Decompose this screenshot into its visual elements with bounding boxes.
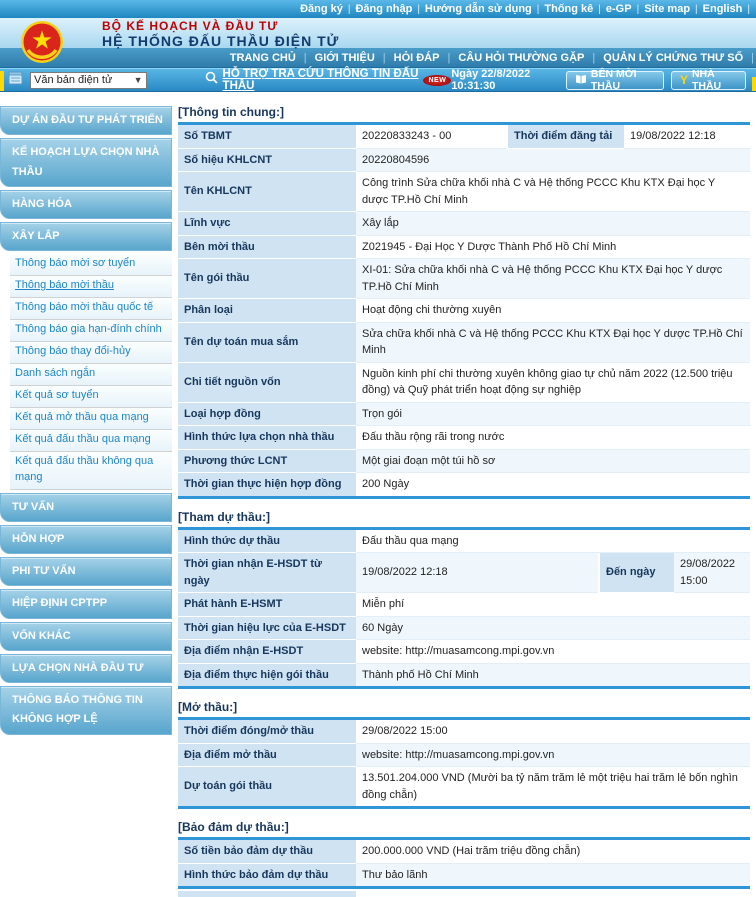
field-value: 13.501.204.000 VND (Mười ba tỷ năm trăm lẻ một triệu hai trăm lẻ bốn nghìn đồng chẵn) [356, 767, 750, 806]
field-value: Một giai đoạn một túi hồ sơ [356, 450, 750, 474]
table-row [178, 767, 750, 806]
search-support-link[interactable]: HỖ TRỢ TRA CỨU THÔNG TIN ĐẤU THẦU [222, 68, 419, 92]
field-value: 29/08/2022 15:00 [674, 553, 750, 593]
table-row [178, 125, 750, 149]
field-label: Phương thức LCNT [178, 450, 356, 474]
sidebar-item[interactable]: Thông báo thay đổi-hủy [10, 342, 172, 364]
topbar-links [295, 3, 750, 15]
topbar-link[interactable]: English [702, 3, 743, 15]
field-value: Miễn phí [356, 593, 750, 617]
field-value: Z021945 - Đại Học Y Dược Thành Phố Hồ Chí Minh [356, 236, 750, 260]
separator: | [592, 51, 596, 64]
table-row [178, 553, 750, 593]
table-row [178, 617, 750, 641]
inviter-button-label: BÊN MỜI THẦU [590, 68, 637, 92]
section-title: [Bảo đảm dự thầu:] [178, 820, 289, 834]
sidebar-item[interactable]: Thông báo mời thầu quốc tế [10, 298, 172, 320]
field-label: Lĩnh vực [178, 212, 356, 236]
sidebar-category[interactable]: KẾ HOẠCH LỰA CHỌN NHÀ THẦU [0, 138, 172, 187]
table-row [178, 664, 750, 687]
table-row [178, 426, 750, 450]
separator: | [598, 3, 601, 15]
sidebar-item[interactable]: Thông báo gia hạn-đính chính [10, 320, 172, 342]
table-row [178, 403, 750, 427]
field-value: XI-01: Sửa chữa khối nhà C và Hệ thống PCCC Khu KTX Đại học Y dược TP.Hồ Chí Minh [356, 259, 750, 299]
document-icon [8, 70, 24, 90]
section-guarantee [178, 820, 750, 889]
contractor-button[interactable] [671, 68, 746, 92]
separator: | [747, 3, 750, 15]
field-value: Thư bảo lãnh [356, 864, 750, 887]
separator: | [695, 3, 698, 15]
field-label: Loại hợp đồng [178, 403, 356, 427]
search-icon [205, 71, 218, 89]
field-value: Thành phố Hồ Chí Minh [356, 664, 750, 687]
sidebar-item-active[interactable]: Thông báo mời thầu [10, 276, 172, 298]
field-value: Sửa chữa khối nhà C và Hệ thống PCCC Khu KTX Đại học Y dược TP.Hồ Chí Minh [356, 323, 750, 363]
topbar-link[interactable]: Site map [644, 3, 691, 15]
separator: | [417, 3, 420, 15]
table-row [178, 172, 750, 212]
field-value: 19/08/2022 12:18 [624, 125, 750, 149]
separator: | [347, 3, 351, 15]
toolbar [0, 68, 756, 92]
vietnam-emblem-logo [20, 20, 64, 69]
field-value: 20220804596 [356, 149, 750, 173]
separator: | [382, 51, 386, 64]
section-title: [Thông tin chung:] [178, 105, 284, 119]
field-value: website: http://muasamcong.mpi.gov.vn [356, 744, 750, 768]
field-value: website: http://muasamcong.mpi.gov.vn [356, 640, 750, 664]
field-value: Hoạt động chi thường xuyên [356, 299, 750, 323]
field-label: Số TBMT [178, 125, 356, 149]
nav-item[interactable]: GIỚI THIỆU [314, 51, 375, 64]
table-row [178, 323, 750, 363]
topbar-link[interactable]: Thống kê [544, 3, 594, 15]
sidebar-item[interactable]: Danh sách ngắn [10, 364, 172, 386]
table-row [178, 450, 750, 474]
info-table [178, 527, 750, 690]
field-label: Hình thức dự thầu [178, 530, 356, 554]
field-value: Công trình Sửa chữa khối nhà C và Hệ thống PCCC Khu KTX Đại học Y dược TP.Hồ Chí Minh [356, 172, 750, 212]
sidebar-category[interactable]: VỐN KHÁC [0, 622, 172, 651]
contractor-button-label: NHÀ THẦU [691, 68, 722, 92]
sidebar-item[interactable]: Kết quả sơ tuyển [10, 386, 172, 408]
field-label: Thời điểm đăng tải [506, 125, 624, 149]
nav-item[interactable]: TRANG CHỦ [229, 51, 296, 64]
table-row [178, 530, 750, 554]
main-content [172, 92, 756, 897]
sidebar-item[interactable]: Kết quả đấu thầu không qua mạng [10, 452, 172, 490]
sidebar-item[interactable]: Thông báo mời sơ tuyển [10, 254, 172, 276]
table-row [178, 236, 750, 260]
separator: | [303, 51, 307, 64]
topbar-link[interactable]: Đăng nhập [355, 3, 413, 15]
section-opening [178, 700, 750, 809]
separator: | [636, 3, 640, 15]
field-label: Thời gian thực hiện hợp đồng [178, 473, 356, 496]
field-label: Hình thức bảo đảm dự thầu [178, 864, 356, 887]
field-label: Số tiền bảo đảm dự thầu [178, 840, 356, 864]
separator: | [536, 3, 540, 15]
table-row [178, 744, 750, 768]
new-badge: NEW [423, 75, 451, 86]
sidebar-category[interactable]: TƯ VẤN [0, 493, 172, 522]
field-value: 60 Ngày [356, 617, 750, 641]
table-row [178, 212, 750, 236]
topbar-link[interactable]: Hướng dẫn sử dụng [424, 3, 532, 15]
topbar [0, 0, 756, 18]
field-label: Dự toán gói thầu [178, 767, 356, 806]
field-value: Xây lắp [356, 212, 750, 236]
field-value: Nguồn kinh phí chi thường xuyên không giao tự chủ năm 2022 (12.500 triệu đồng) và Quỹ phát triển hoạt động sự nghiệp [356, 363, 750, 403]
table-row [178, 299, 750, 323]
field-value: 19/08/2022 12:18 [356, 553, 598, 593]
field-label: Tên gói thầu [178, 259, 356, 299]
topbar-link[interactable]: e-GP [605, 3, 632, 15]
section-participation [178, 510, 750, 690]
field-label: Địa điểm thực hiện gói thầu [178, 664, 356, 687]
field-label: Đến ngày [598, 553, 674, 593]
section-title: [Mở thầu:] [178, 700, 238, 714]
sidebar-item[interactable]: Kết quả mở thầu qua mạng [10, 408, 172, 430]
sidebar [0, 92, 172, 738]
info-table [178, 837, 750, 889]
masthead [0, 18, 756, 48]
table-row [178, 640, 750, 664]
field-label: Địa điểm mở thầu [178, 744, 356, 768]
nav-item[interactable]: CÂU HỎI THƯỜNG GẶP [458, 51, 585, 64]
field-label: Địa điểm nhận E-HSDT [178, 640, 356, 664]
table-row [178, 149, 750, 173]
table-row [178, 259, 750, 299]
table-row [178, 864, 750, 887]
field-value: Đấu thầu rộng rãi trong nước [356, 426, 750, 450]
sidebar-category[interactable]: DỰ ÁN ĐẦU TƯ PHÁT TRIỂN [0, 106, 172, 135]
table-row [178, 593, 750, 617]
field-value: 20220833243 - 00 [356, 125, 506, 149]
table-row [178, 473, 750, 496]
current-datetime: Ngày 22/8/2022 10:31:30 [451, 68, 531, 92]
field-label: Tên KHLCNT [178, 172, 356, 212]
info-table [178, 717, 750, 809]
main-nav [0, 48, 756, 68]
sidebar-category[interactable]: LỰA CHỌN NHÀ ĐẦU TƯ [0, 654, 172, 683]
table-row [178, 840, 750, 864]
sidebar-category[interactable]: HÀNG HÓA [0, 190, 172, 219]
sidebar-item[interactable]: Kết quả đấu thầu qua mạng [10, 430, 172, 452]
field-label: Thời gian nhận E-HSDT từ ngày [178, 553, 356, 593]
separator: | [751, 51, 754, 64]
inviter-button[interactable] [566, 68, 664, 92]
topbar-link[interactable]: Đăng ký [300, 3, 343, 15]
field-label: Bên mời thầu [178, 236, 356, 260]
field-label: Hình thức lựa chọn nhà thầu [178, 426, 356, 450]
contractor-icon: Y [679, 73, 688, 87]
field-label: Thời gian hiệu lực của E-HSDT [178, 617, 356, 641]
field-label: Số hiệu KHLCNT [178, 149, 356, 173]
sidebar-category[interactable]: XÂY LẮP [0, 222, 172, 251]
field-value: 200.000.000 VND (Hai trăm triệu đồng chẵn) [356, 840, 750, 864]
sidebar-category[interactable]: HỖN HỢP [0, 525, 172, 554]
table-row [178, 363, 750, 403]
nav-item[interactable]: HỎI ĐÁP [393, 51, 440, 64]
field-label: Thời điểm đóng/mở thầu [178, 720, 356, 744]
field-label: Chi tiết nguồn vốn [178, 363, 356, 403]
field-value: Đấu thầu qua mạng [356, 530, 750, 554]
document-type-select[interactable] [30, 72, 147, 89]
select-value: Văn bản điện tử [34, 74, 113, 86]
field-label: Phân loại [178, 299, 356, 323]
field-value: Trọn gói [356, 403, 750, 427]
field-value: 29/08/2022 15:00 [356, 720, 750, 744]
nav-items [222, 52, 754, 64]
field-label: Phát hành E-HSMT [178, 593, 356, 617]
nav-item[interactable]: QUẢN LÝ CHỨNG THƯ SỐ [603, 51, 744, 64]
sidebar-category[interactable]: HIỆP ĐỊNH CPTPP [0, 589, 172, 618]
book-icon [575, 74, 587, 87]
section-general [178, 105, 750, 499]
system-title: HỆ THỐNG ĐẤU THẦU ĐIỆN TỬ [102, 33, 340, 49]
chevron-down-icon: ▼ [133, 75, 143, 85]
sidebar-category[interactable]: PHI TƯ VẤN [0, 557, 172, 586]
sidebar-submenu [10, 254, 172, 489]
ministry-title: BỘ KẾ HOẠCH VÀ ĐẦU TƯ [102, 19, 279, 33]
sidebar-category[interactable]: THÔNG BÁO THÔNG TIN KHÔNG HỢP LỆ [0, 686, 172, 735]
truncated-row [178, 891, 356, 897]
info-table [178, 122, 750, 499]
field-value: 200 Ngày [356, 473, 750, 496]
table-row [178, 720, 750, 744]
separator: | [447, 51, 451, 64]
field-label: Tên dự toán mua sắm [178, 323, 356, 363]
section-title: [Tham dự thầu:] [178, 509, 271, 524]
